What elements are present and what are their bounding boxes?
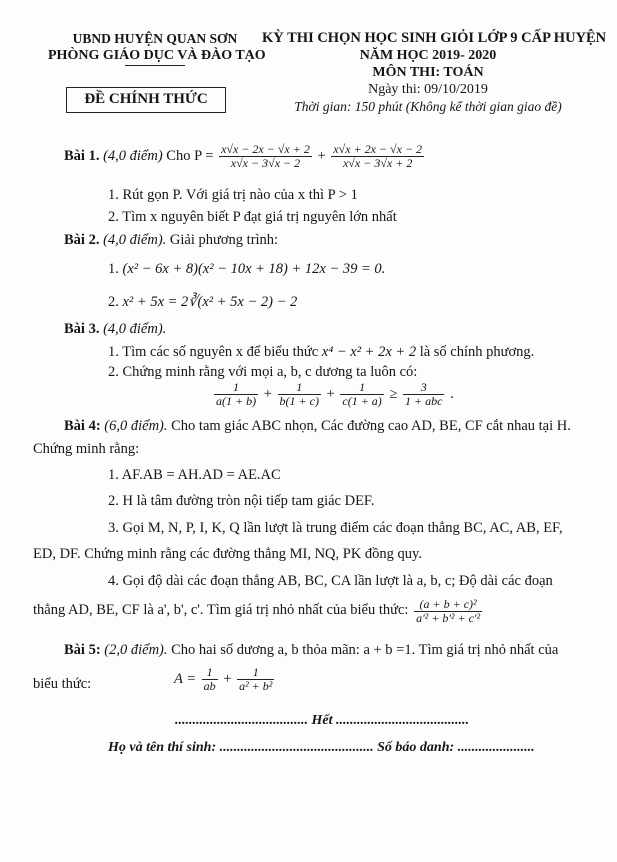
problem-2-equation-2: 2. x² + 5x = 2∛(x² + 5x − 2) − 2 [108,294,298,310]
department-name: PHÒNG GIÁO DỤC VÀ ĐÀO TẠO [48,48,266,63]
problem-2-points: (4,0 điểm). [103,232,167,248]
problem-4-question-3a: 3. Gọi M, N, P, I, K, Q lần lượt là trung điểm các đoạn thẳng BC, AC, AB, EF, [108,520,563,536]
problem-4-question-2: 2. H là tâm đường tròn nội tiếp tam giác DEF. [108,493,375,509]
p-fraction-2: $\frac{x√x + 2x - √x - 2}{x√x - 3√x + 2}$ [333,142,423,170]
problem-1-question-2: 2. Tìm x nguyên biết P đạt giá trị nguyên lớn nhất [108,209,397,225]
exam-header [262,30,607,115]
problem-5-expression-label: biểu thức: [33,676,92,692]
problem-4-question-1: 1. AF.AB = AH.AD = AE.AC [108,467,281,483]
problem-5-label: Bài 5: [64,642,101,658]
exam-date: Ngày thi: 09/10/2019 [368,82,488,97]
problem-5-expression: A = $\frac{1}{ab}$ + $\frac{1}{\text{a² + b²}}$ [174,665,273,693]
district-name: UBND HUYỆN QUAN SƠN [72,31,238,46]
problem-4-label: Bài 4: [64,418,101,434]
school-year: NĂM HỌC 2019- 2020 [359,48,497,63]
problem-5-lead: Cho hai số dương a, b thỏa mãn: a + b =1. Tìm giá trị nhỏ nhất của [171,642,559,658]
problem-4-prove: Chứng minh rằng: [33,441,140,457]
problem-1-statement [64,143,426,170]
problem-5-statement [64,642,558,659]
problem-5-points: (2,0 điểm). [104,642,168,658]
problem-3-question-2: 2. Chứng minh rằng với mọi a, b, c dương ta luôn có: [108,364,418,380]
problem-2-label: Bài 2. [64,232,100,248]
p-fraction-1: $\frac{x√x - 2x - √x + 2}{x√x - 3√x - 2}$ [221,142,310,170]
subject: MÔN THI: TOÁN [372,65,484,80]
problem-4-points: (6,0 điểm). [104,418,168,434]
p-name: P = [194,147,214,164]
problem-3-inequality: $\frac{1}{a(1 + b)}$ + $\frac{1}{b(1 + c)}$ + $\frac{1}{c(1 + a)}$ ≥ $\frac{3}{\text{1 + abc}}$ . [216,380,454,408]
problem-2-equation-1: 1. (x² − 6x + 8)(x² − 10x + 18) + 12x − 39 = 0. [108,261,386,277]
end-marker: ...................................... Hết ...................................... [175,713,469,728]
problem-1-lead: Cho [166,147,191,164]
problem-4-expression: $\frac{\text{(a + b + c)²}}{\text{a'² + b'² + c'²}}$ [416,597,481,625]
header-underline [125,65,185,66]
problem-4-statement [64,418,571,435]
problem-4-question-4b: thẳng AD, BE, CF là a', b', c'. Tìm giá trị nhỏ nhất của biểu thức: $\frac{\text{(a + b + c)²}}{\text{a'² + b'² + c'²}}$ [33,597,481,625]
exam-title: KỲ THI CHỌN HỌC SINH GIỎI LỚP 9 CẤP HUYỆN [262,30,607,46]
problem-3-statement [64,321,166,338]
problem-1-points: (4,0 điểm) [103,147,163,164]
problem-1-label: Bài 1. [64,147,100,164]
problem-3-points: (4,0 điểm). [103,321,167,337]
problem-4-question-3b: ED, DF. Chứng minh rằng các đường thẳng MI, NQ, PK đồng quy. [33,546,422,562]
problem-4-question-4a: 4. Gọi độ dài các đoạn thẳng AB, BC, CA lần lượt là a, b, c; Độ dài các đoạn [108,573,553,589]
exam-duration: Thời gian: 150 phút (Không kể thời gian giao đề) [294,99,562,114]
department-header [48,30,266,66]
problem-2-statement [64,232,278,249]
problem-1-question-1: 1. Rút gọn P. Với giá trị nào của x thì P > 1 [108,187,358,203]
official-exam-box: ĐỀ CHÍNH THỨC [66,87,226,113]
candidate-info-line: Họ và tên thí sinh: ............................................ Số báo danh: ...................... [108,740,535,755]
problem-4-lead: Cho tam giác ABC nhọn, Các đường cao AD, BE, CF cắt nhau tại H. [171,418,571,434]
problem-3-label: Bài 3. [64,321,100,337]
problem-2-lead: Giải phương trình: [169,232,279,248]
problem-3-question-1: 1. Tìm các số nguyên x để biểu thức x⁴ − x² + 2x + 2 là số chính phương. [108,344,535,360]
plus-sign: + [317,147,326,164]
